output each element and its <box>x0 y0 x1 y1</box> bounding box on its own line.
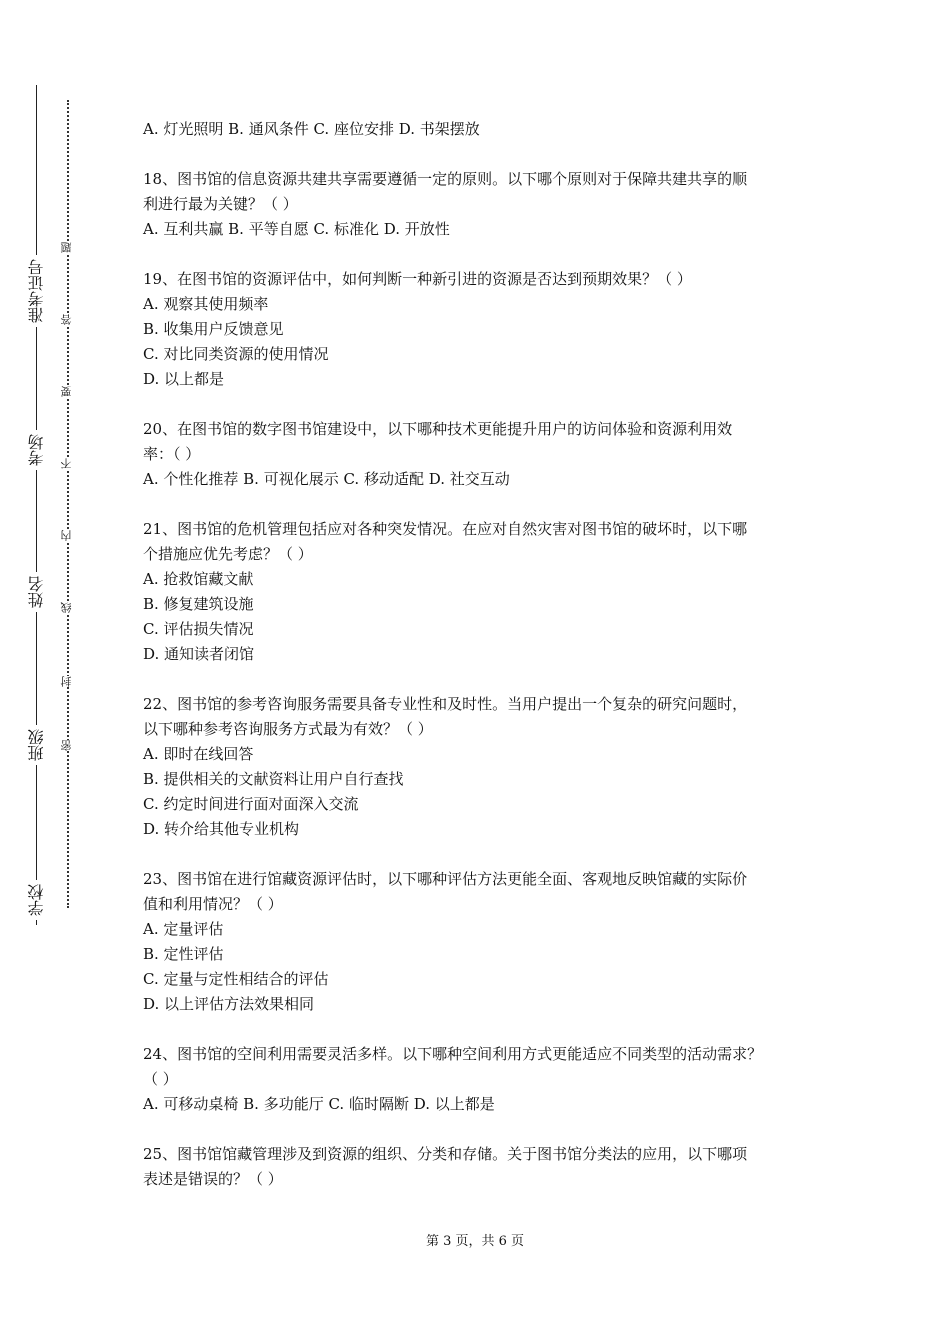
option-line: A. 即时在线回答 <box>143 745 254 763</box>
option-line: D. 通知读者闭馆 <box>143 645 255 663</box>
binding-margin <box>0 0 80 1344</box>
question-24 <box>143 1042 815 1117</box>
page-footer: 第 3 页，共 6 页 <box>425 1234 525 1249</box>
label-class: 班级 <box>22 725 52 765</box>
question-content <box>143 117 815 1217</box>
seal-char: 答 <box>60 314 73 325</box>
option-line: C. 评估损失情况 <box>143 620 254 638</box>
option-line: D. 转介给其他专业机构 <box>143 820 300 838</box>
question-stem: 21、图书馆的危机管理包括应对各种突发情况。在应对自然灾害对图书馆的破坏时，以下哪 <box>143 520 748 538</box>
question-19 <box>143 267 815 392</box>
label-exam-room: 考场 <box>22 430 52 470</box>
seal-char: 封 <box>60 676 73 687</box>
question-stem: 22、图书馆的参考咨询服务需要具备专业性和及时性。当用户提出一个复杂的研究问题时， <box>143 695 748 713</box>
label-exam-id: 准考证号 <box>22 255 52 327</box>
question-stem: 18、图书馆的信息资源共建共享需要遵循一定的原则。以下哪个原则对于保障共建共享的顺 <box>143 170 748 188</box>
question-stem: 个措施应优先考虑？（ ） <box>143 545 313 563</box>
option-line: A. 互利共赢 B. 平等自愿 C. 标准化 D. 开放性 <box>143 220 450 238</box>
question-22 <box>143 692 815 842</box>
binding-solid-line <box>36 85 37 925</box>
question-stem: 以下哪种参考咨询服务方式最为有效？（ ） <box>143 720 433 738</box>
option-line: A. 观察其使用频率 <box>143 295 269 313</box>
option-line: D. 以上评估方法效果相同 <box>143 995 315 1013</box>
option-line: A. 个性化推荐 B. 可视化展示 C. 移动适配 D. 社交互动 <box>143 470 510 488</box>
seal-char: 内 <box>60 530 73 541</box>
option-line: A. 定量评估 <box>143 920 224 938</box>
label-school: 学校 <box>22 880 52 920</box>
option-line: B. 收集用户反馈意见 <box>143 320 284 338</box>
seal-char: 不 <box>60 458 73 469</box>
question-stem: 值和利用情况？（ ） <box>143 895 283 913</box>
seal-char: 线 <box>60 602 73 613</box>
option-line: B. 提供相关的文献资料让用户自行查找 <box>143 770 404 788</box>
option-line: D. 以上都是 <box>143 370 225 388</box>
question-stem: 25、图书馆馆藏管理涉及到资源的组织、分类和存储。关于图书馆分类法的应用，以下哪项 <box>143 1145 748 1163</box>
option-line: C. 定量与定性相结合的评估 <box>143 970 329 988</box>
question-stem: （ ） <box>143 1070 178 1088</box>
question-stem: 利进行最为关键？（ ） <box>143 195 298 213</box>
question-stem: 率：（ ） <box>143 445 201 463</box>
question-stem: 表述是错误的？（ ） <box>143 1170 283 1188</box>
question-17-tail <box>143 117 815 142</box>
question-stem: 23、图书馆在进行馆藏资源评估时，以下哪种评估方法更能全面、客观地反映馆藏的实际价 <box>143 870 748 888</box>
option-line: B. 修复建筑设施 <box>143 595 254 613</box>
question-25 <box>143 1142 815 1192</box>
option-line: C. 对比同类资源的使用情况 <box>143 345 329 363</box>
option-line: B. 定性评估 <box>143 945 224 963</box>
label-name: 姓名 <box>22 572 52 612</box>
option-line: C. 约定时间进行面对面深入交流 <box>143 795 359 813</box>
question-stem: 20、在图书馆的数字图书馆建设中，以下哪种技术更能提升用户的访问体验和资源利用效 <box>143 420 733 438</box>
question-20 <box>143 417 815 492</box>
question-21 <box>143 517 815 667</box>
option-line: A. 可移动桌椅 B. 多功能厅 C. 临时隔断 D. 以上都是 <box>143 1095 495 1113</box>
seal-dotted-line <box>67 100 69 908</box>
seal-char: 题 <box>60 242 73 253</box>
option-line: A. 抢救馆藏文献 <box>143 570 254 588</box>
seal-char: 要 <box>60 386 73 397</box>
question-stem: 19、在图书馆的资源评估中，如何判断一种新引进的资源是否达到预期效果？（ ） <box>143 270 692 288</box>
seal-char: 密 <box>60 740 73 751</box>
question-stem: 24、图书馆的空间利用需要灵活多样。以下哪种空间利用方式更能适应不同类型的活动需求？ <box>143 1045 763 1063</box>
option-line: A. 灯光照明 B. 通风条件 C. 座位安排 D. 书架摆放 <box>143 120 480 138</box>
question-23 <box>143 867 815 1017</box>
question-18 <box>143 167 815 242</box>
